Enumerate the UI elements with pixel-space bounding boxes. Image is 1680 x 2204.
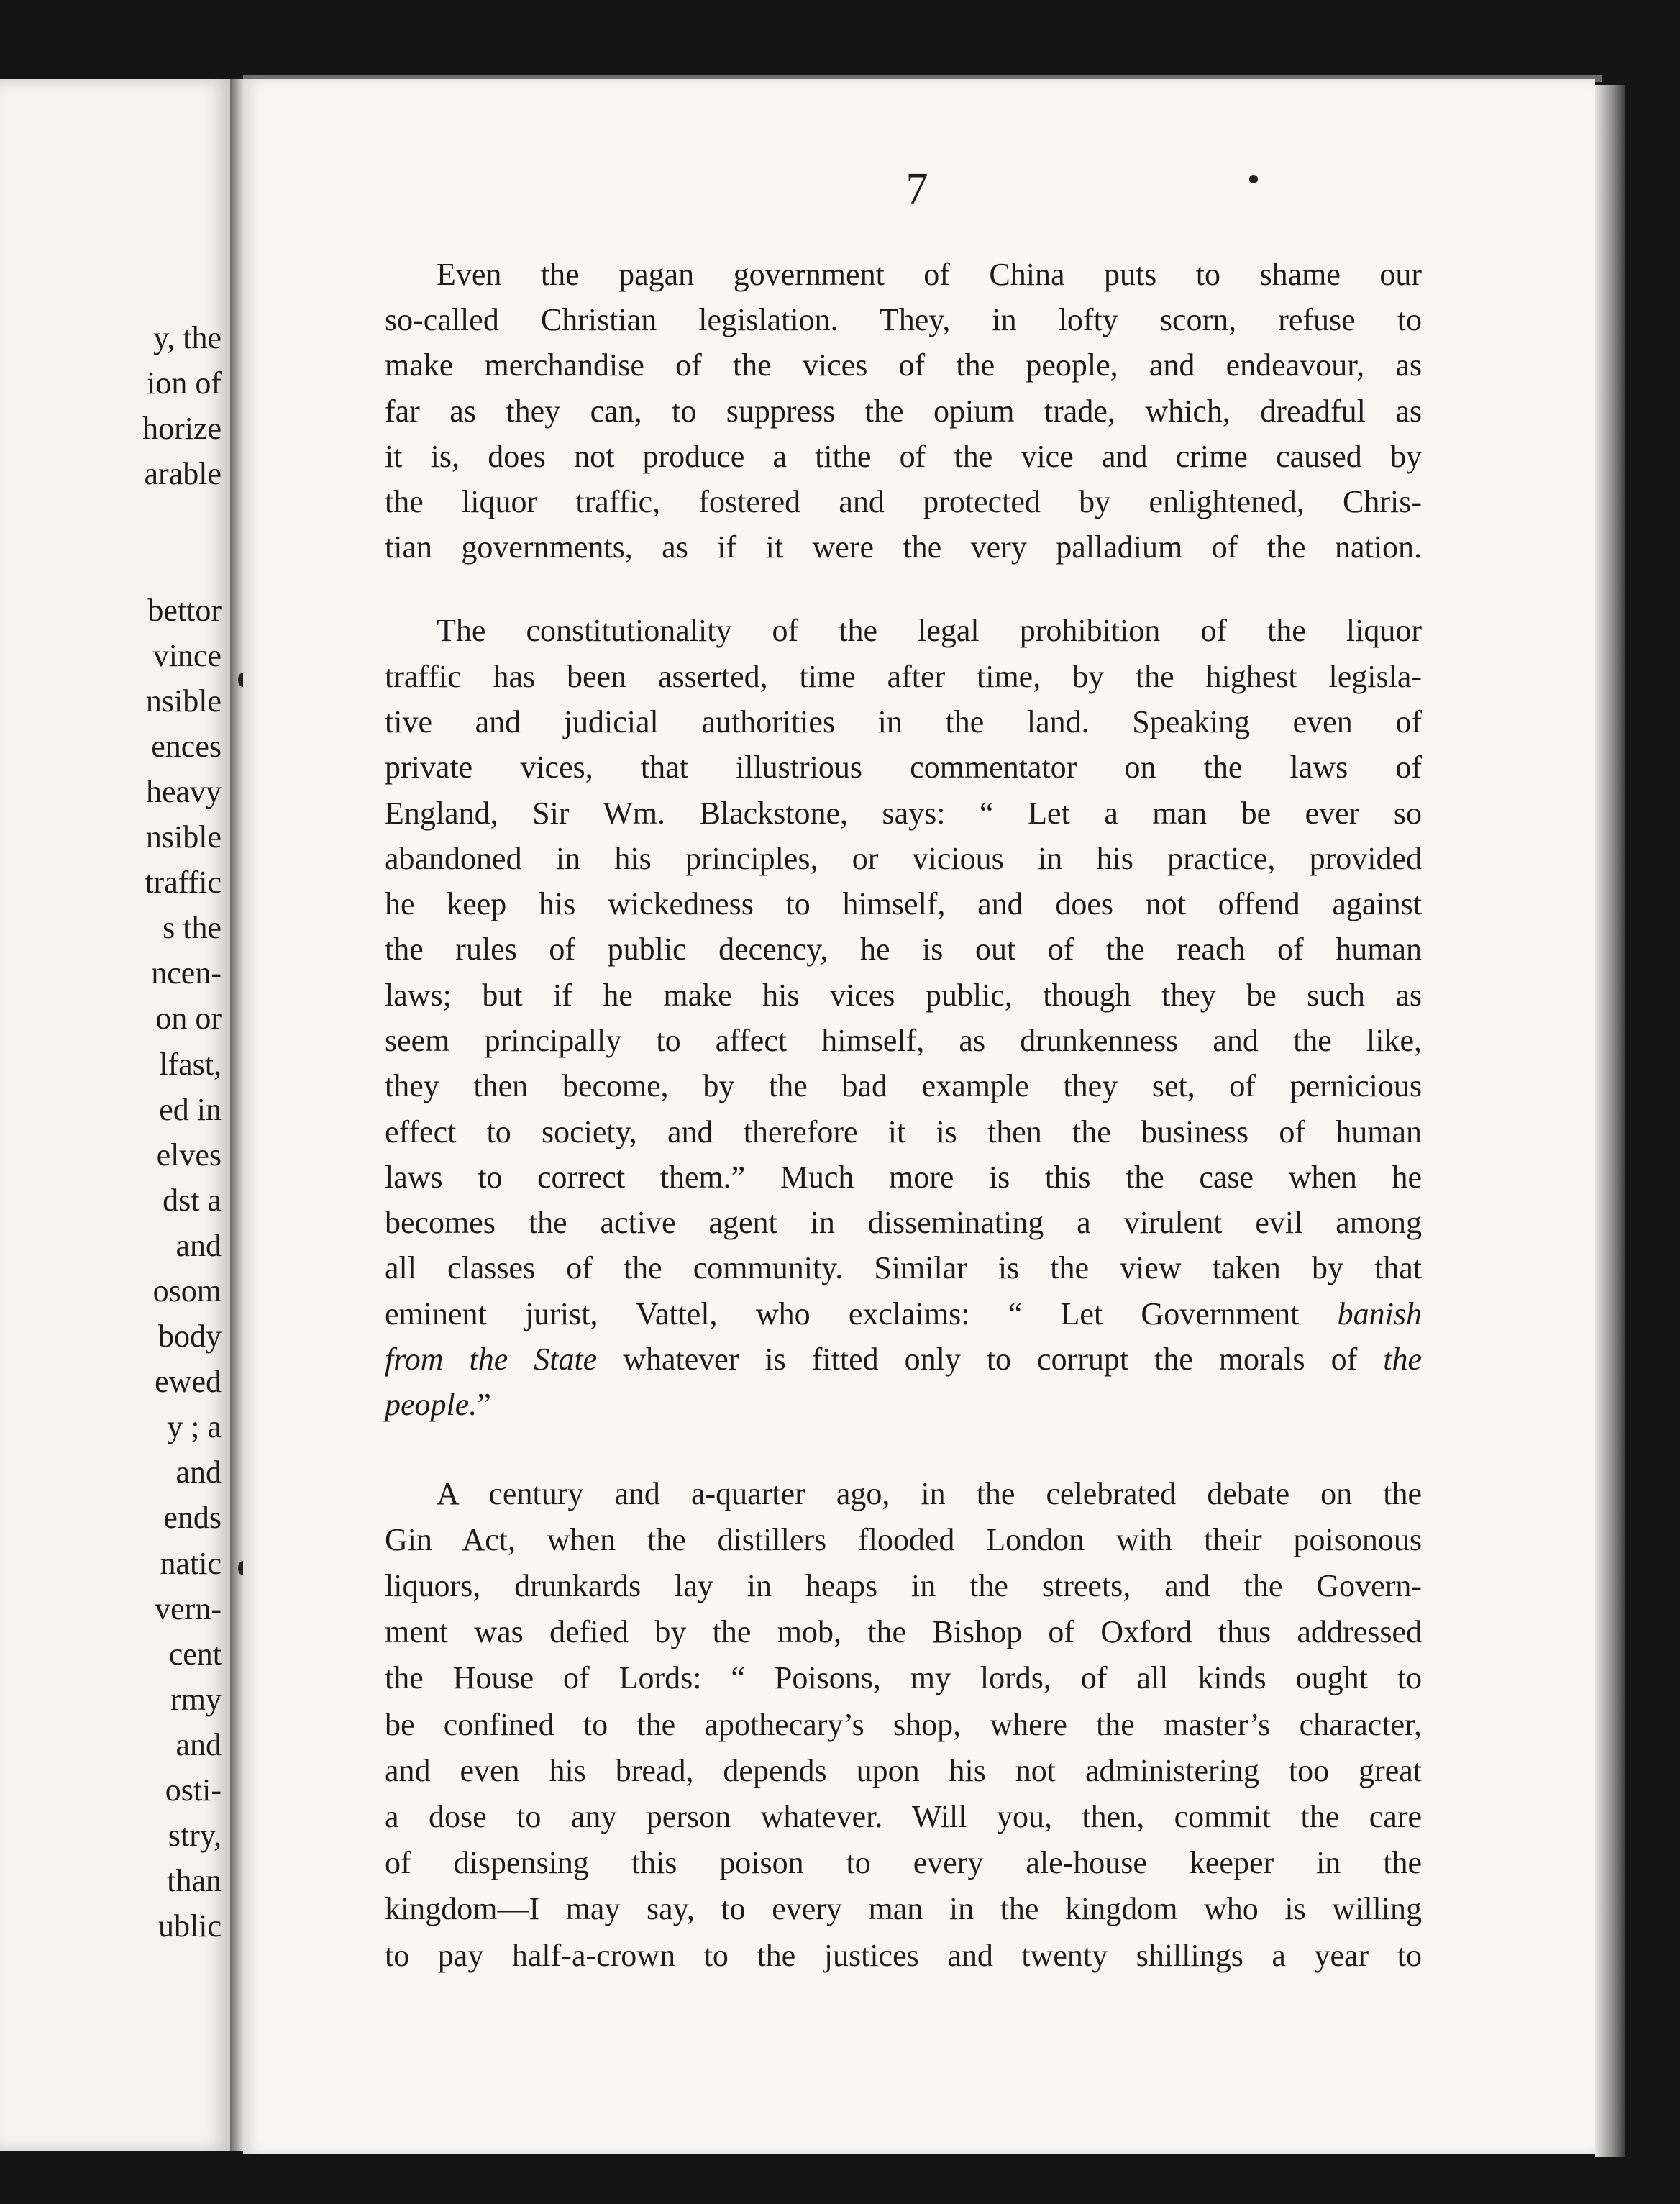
closing-quote: ” [477, 1387, 491, 1423]
left-page-fragment: osom [152, 1272, 222, 1308]
text-line: it is, does not produce a tithe of the vice and crime caused by [385, 438, 1422, 474]
left-facing-page [0, 79, 233, 2151]
left-page-fragment: ublic [158, 1908, 222, 1944]
text-line: make merchandise of the vices of the people, and endeavour, as [385, 347, 1422, 383]
page-right-edge [1595, 85, 1625, 2157]
paragraph-gin-act [385, 1471, 1422, 1979]
text-segment: eminent jurist, Vattel, who exclaims: “ Let Government [385, 1295, 1300, 1331]
left-page-fragment: and [175, 1454, 222, 1490]
left-page-fragment: than [167, 1863, 222, 1899]
left-page-fragment: arable [144, 456, 222, 492]
left-page-fragment: on or [155, 1001, 222, 1037]
left-page-fragment: vince [152, 637, 222, 673]
left-page-fragment: ion of [147, 365, 222, 401]
text-line-quote-end [385, 1382, 1422, 1427]
left-page-fragment: heavy [145, 773, 222, 809]
left-page-fragment: traffic [145, 865, 222, 901]
left-page-fragment: natic [160, 1545, 222, 1581]
left-page-fragment: y, the [153, 320, 222, 355]
left-page-fragment: nsible [145, 683, 222, 719]
text-line: kingdom—I may say, to every man in the kingdom who is willing [385, 1891, 1422, 1927]
left-page-fragment: ends [163, 1500, 222, 1536]
paragraph-constitutionality [385, 608, 1422, 1427]
binding-gutter [230, 79, 243, 2151]
italic-text: from the State [385, 1342, 598, 1378]
left-page-fragment: lfast, [159, 1046, 222, 1082]
text-line: effect to society, and therefore it is then the business of human [385, 1114, 1422, 1149]
ink-speck [1249, 175, 1258, 183]
text-line: a dose to any person whatever. Will you, then, commit the care [385, 1798, 1422, 1834]
text-line: and even his bread, depends upon his not administering too great [385, 1752, 1422, 1788]
text-line: Gin Act, when the distillers flooded London with their poisonous [385, 1521, 1422, 1557]
left-page-fragment: ed in [159, 1091, 222, 1127]
text-line: ment was defied by the mob, the Bishop of Oxford thus addressed [385, 1614, 1422, 1650]
left-page-fragment: horize [142, 411, 222, 447]
left-page-fragment: y ; a [167, 1409, 222, 1445]
left-page-fragment: elves [156, 1137, 222, 1172]
text-line: they then become, by the bad example they set, of pernicious [385, 1068, 1422, 1104]
text-segment: whatever is fitted only to corrupt the morals of [597, 1342, 1384, 1378]
paragraph-china [385, 252, 1422, 570]
left-page-fragment [142, 542, 222, 587]
left-page-fragment: bettor [147, 592, 222, 628]
text-line: the rules of public decency, he is out of the reach of human [385, 932, 1422, 967]
body-text [385, 252, 1422, 1979]
italic-text: the [1383, 1342, 1422, 1378]
text-line: he keep his wickedness to himself, and does not offend against [385, 886, 1422, 922]
left-page-fragment: ewed [155, 1364, 222, 1400]
text-line: Even the pagan government of China puts to shame our [437, 257, 1422, 292]
left-page-fragment: body [158, 1319, 222, 1354]
text-line: laws; but if he make his vices public, though they be such as [385, 977, 1422, 1013]
left-page-fragment: dst a [163, 1182, 222, 1218]
text-line: abandoned in his principles, or vicious in his practice, provided [385, 840, 1422, 876]
left-page-fragment: cent [168, 1636, 222, 1672]
left-page-fragment: s the [163, 910, 222, 946]
italic-text: people. [385, 1387, 478, 1423]
text-line: of dispensing this poison to every ale-house keeper in the [385, 1845, 1422, 1881]
text-line: the liquor traffic, fostered and protected by enlightened, Chris- [385, 483, 1422, 519]
left-page-text-fragments [142, 315, 222, 1949]
text-line-vattel [385, 1291, 1422, 1336]
left-page-fragment: nsible [145, 819, 222, 855]
text-line: all classes of the community. Similar is the view taken by that [385, 1250, 1422, 1286]
left-page-fragment [142, 496, 222, 542]
text-line: the House of Lords: “ Poisons, my lords, of all kinds ought to [385, 1660, 1422, 1696]
left-page-fragment: osti- [165, 1772, 222, 1808]
text-line: so-called Christian legislation. They, in lofty scorn, refuse to [385, 302, 1422, 338]
text-line: far as they can, to suppress the opium trade, which, dreadful as [385, 393, 1422, 429]
page-number: 7 [905, 165, 928, 214]
text-line: private vices, that illustrious commentator on the laws of [385, 750, 1422, 785]
left-page-fragment: rmy [170, 1681, 222, 1717]
text-line: A century and a-quarter ago, in the celebrated debate on the [437, 1475, 1422, 1511]
italic-text: banish [1337, 1295, 1423, 1331]
text-line: tian governments, as if it were the very palladium of the nation. [385, 529, 1422, 565]
text-line: be confined to the apothecary’s shop, where the master’s character, [385, 1706, 1422, 1742]
text-line: England, Sir Wm. Blackstone, says: “ Let a man be ever so [385, 795, 1422, 831]
left-page-fragment: ncen- [151, 955, 222, 991]
text-line: liquors, drunkards lay in heaps in the streets, and the Govern- [385, 1568, 1422, 1604]
text-line: laws to correct them.” Much more is this the case when he [385, 1159, 1422, 1195]
left-page-fragment: and [175, 1227, 222, 1263]
text-line: to pay half-a-crown to the justices and twenty shillings a year to [385, 1937, 1422, 1973]
left-page-fragment: stry, [168, 1818, 222, 1854]
left-page-fragment: vern- [155, 1590, 222, 1626]
text-line: The constitutionality of the legal prohibition of the liquor [437, 613, 1422, 649]
left-page-fragment: and [175, 1726, 222, 1762]
text-line: becomes the active agent in disseminating a virulent evil among [385, 1205, 1422, 1241]
text-line: tive and judicial authorities in the land. Speaking even of [385, 703, 1422, 739]
left-page-fragment: ences [151, 728, 222, 764]
text-line-quote [385, 1336, 1422, 1382]
text-line: seem principally to affect himself, as drunkenness and the like, [385, 1022, 1422, 1058]
text-line: traffic has been asserted, time after time, by the highest legisla- [385, 658, 1422, 694]
